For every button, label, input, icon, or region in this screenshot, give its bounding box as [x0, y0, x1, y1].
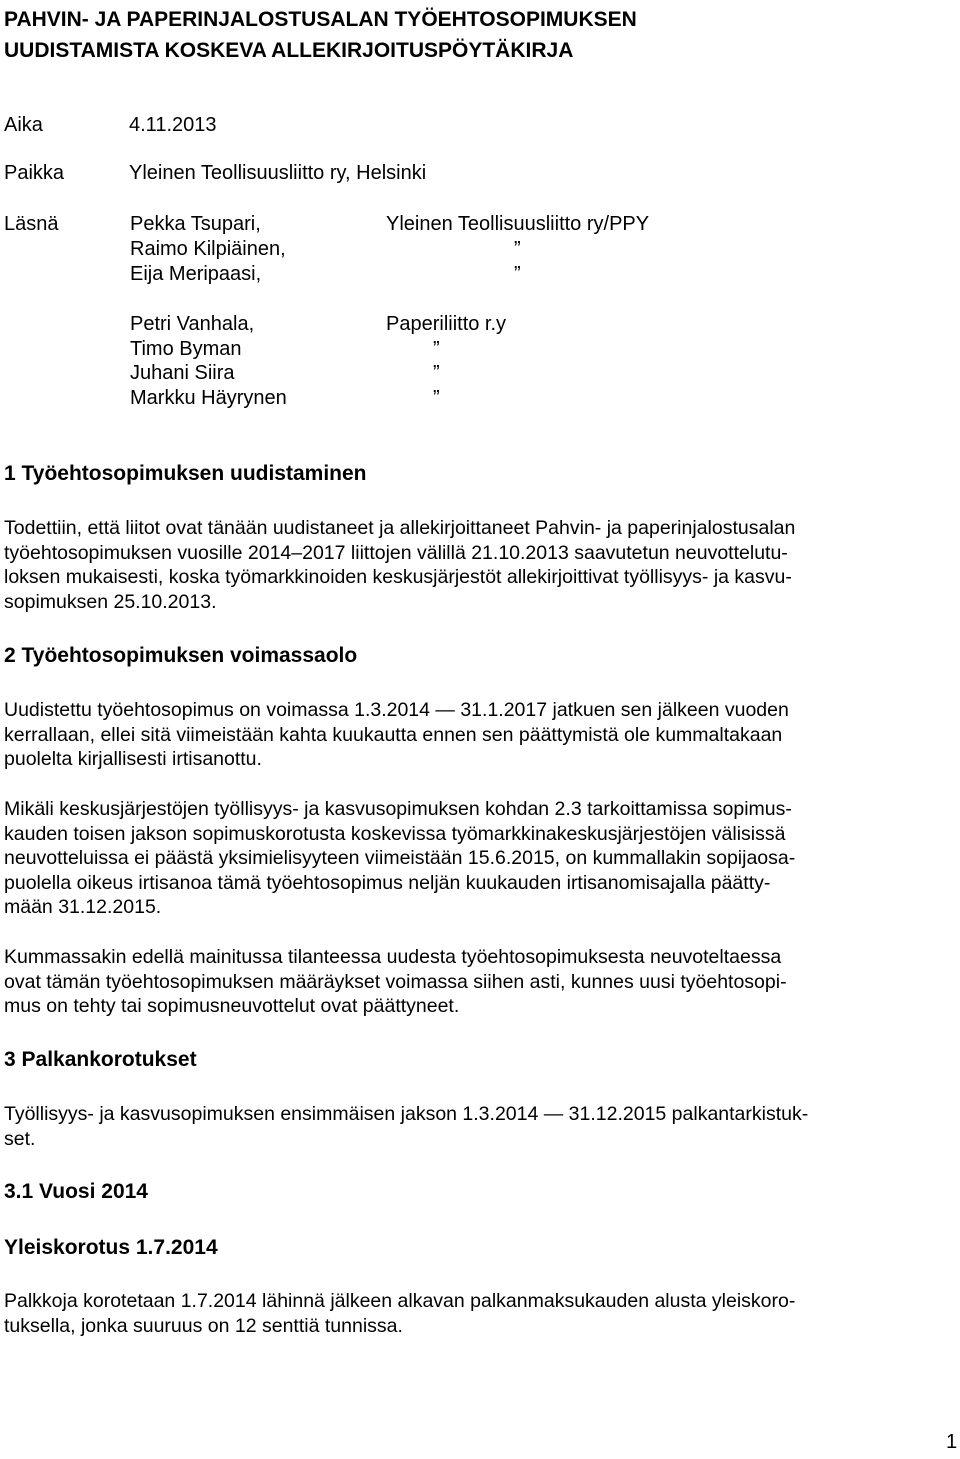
paragraph-line: Palkkoja korotetaan 1.7.2014 lähinnä jälkeen alkavan palkanmaksukauden alusta yleiskoro- — [4, 1290, 796, 1312]
paragraph-line: mus on tehty tai sopimusneuvottelut ovat päättyneet. — [4, 995, 460, 1018]
paragraph-line: set. — [4, 1127, 36, 1150]
paragraph-line: Työllisyys- ja kasvusopimuksen ensimmäisen jakson 1.3.2014 — 31.12.2015 palkantarkistuk- — [4, 1103, 809, 1125]
attendee-name: Raimo Kilpiäinen, — [130, 238, 286, 260]
attendee-name: Pekka Tsupari, — [130, 213, 261, 235]
section-heading: 3 Palkankorotukset — [4, 1048, 197, 1071]
subsection-heading: Yleiskorotus 1.7.2014 — [4, 1236, 218, 1259]
title-line: UUDISTAMISTA KOSKEVA ALLEKIRJOITUSPÖYTÄKIRJA — [4, 39, 574, 62]
attendee-org: Yleinen Teollisuusliitto ry/PPY — [386, 213, 650, 235]
aika-label: Aika — [4, 114, 43, 136]
attendee-org: ” — [433, 338, 440, 360]
paragraph-line: ovat tämän työehtosopimuksen määräykset voimassa siihen asti, kunnes uusi työehtosopi- — [4, 970, 787, 993]
section-heading: 1 Työehtosopimuksen uudistaminen — [4, 462, 367, 485]
section-paragraph — [4, 797, 889, 920]
paragraph-line: puolelta kirjallisesti irtisanottu. — [4, 748, 262, 771]
paragraph-line: loksen mukaisesti, koska työmarkkinoiden keskusjärjestöt allekirjoittivat työllisyys- ja kasvu- — [4, 566, 792, 589]
aika-value: 4.11.2013 — [129, 114, 217, 136]
paragraph-line: tuksella, jonka suuruus on 12 senttiä tunnissa. — [4, 1314, 403, 1337]
paragraph-line: Mikäli keskusjärjestöjen työllisyys- ja kasvusopimuksen kohdan 2.3 tarkoittamissa sopimus- — [4, 798, 792, 820]
title-line: PAHVIN- JA PAPERINJALOSTUSALAN TYÖEHTOSOPIMUKSEN — [4, 8, 637, 31]
attendee-org: ” — [514, 238, 521, 260]
attendee-name: Eija Meripaasi, — [130, 263, 262, 285]
section-paragraph — [4, 698, 889, 772]
attendee-name: Markku Häyrynen — [130, 387, 287, 409]
attendee-name: Timo Byman — [130, 338, 242, 360]
attendee-org: ” — [433, 387, 440, 409]
lasna-label: Läsnä — [4, 213, 59, 235]
attendee-org: Paperiliitto r.y — [386, 313, 507, 335]
document-title — [4, 4, 944, 66]
section-paragraph — [4, 945, 889, 1019]
paragraph-line: Kummassakin edellä mainitussa tilanteessa uudesta työehtosopimuksesta neuvoteltaessa — [4, 946, 782, 968]
paikka-label: Paikka — [4, 162, 65, 184]
section-paragraph — [4, 516, 889, 614]
paragraph-line: neuvotteluissa ei päästä yksimielisyyteen viimeistään 15.6.2015, on kummallakin sopijaosa- — [4, 847, 796, 870]
attendee-name: Petri Vanhala, — [130, 313, 255, 335]
paragraph-line: kauden toisen jakson sopimuskorotusta koskevissa työmarkkinakeskusjärjestöjen välisissä — [4, 822, 786, 845]
paragraph-line: kerrallaan, ellei sitä viimeistään kahta kuukautta ennen sen päättymistä ole kummaltakaan — [4, 723, 783, 746]
paragraph-line: sopimuksen 25.10.2013. — [4, 590, 217, 613]
paragraph-line: työehtosopimuksen vuosille 2014–2017 liittojen välillä 21.10.2013 saavutetun neuvottelutu- — [4, 541, 788, 564]
paikka-value: Yleinen Teollisuusliitto ry, Helsinki — [129, 162, 427, 184]
attendee-name: Juhani Siira — [130, 362, 235, 384]
paragraph-line: puolella oikeus irtisanoa tämä työehtosopimus neljän kuukauden irtisanomisajalla päätty- — [4, 871, 771, 894]
section-paragraph — [4, 1102, 889, 1151]
section-heading: 2 Työehtosopimuksen voimassaolo — [4, 644, 358, 667]
paragraph-line: Uudistettu työehtosopimus on voimassa 1.3.2014 — 31.1.2017 jatkuen sen jälkeen vuoden — [4, 699, 789, 721]
section-paragraph — [4, 1289, 889, 1338]
subsection-heading: 3.1 Vuosi 2014 — [4, 1180, 148, 1203]
attendee-org: ” — [433, 362, 440, 384]
attendee-org: ” — [514, 263, 521, 285]
paragraph-line: mään 31.12.2015. — [4, 896, 162, 919]
page-number: 1 — [946, 1431, 958, 1453]
paragraph-line: Todettiin, että liitot ovat tänään uudistaneet ja allekirjoittaneet Pahvin- ja paperinjalostusalan — [4, 517, 796, 539]
